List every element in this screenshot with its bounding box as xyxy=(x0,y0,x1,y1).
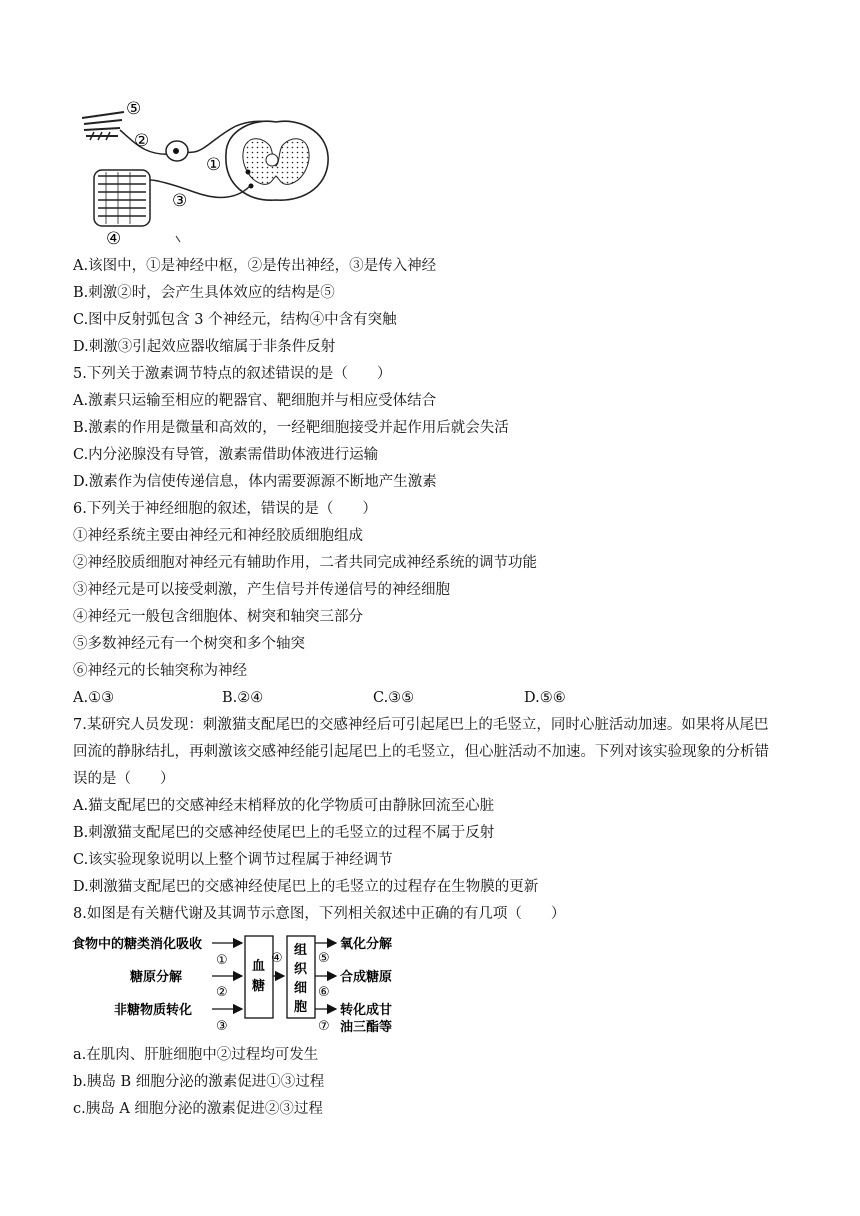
q5-option-c: C.内分泌腺没有导管，激素需借助体液进行运输 xyxy=(73,447,379,463)
q7-option-c: C.该实验现象说明以上整个调节过程属于神经调节 xyxy=(73,852,393,868)
num-5: ⑤ xyxy=(318,951,330,966)
num-3: ③ xyxy=(216,1019,228,1034)
q6-statement-4: ④神经元一般包含细胞体、树突和轴突三部分 xyxy=(73,609,363,625)
q6-stem: 6.下列关于神经细胞的叙述，错误的是（ ） xyxy=(73,501,377,517)
q6-statement-2: ②神经胶质细胞对神经元有辅助作用，二者共同完成神经系统的调节功能 xyxy=(73,555,537,571)
q7-stem-line-2: 回流的静脉结扎，再刺激该交感神经能引起尾巴上的毛竖立，但心脏活动不加速。下列对该实验现象的分析错 xyxy=(73,744,769,760)
q6-statement-3: ③神经元是可以接受刺激，产生信号并传递信号的神经细胞 xyxy=(73,582,450,598)
q7-option-b: B.刺激猫支配尾巴的交感神经使尾巴上的毛竖立的过程不属于反射 xyxy=(73,825,495,841)
num-4: ④ xyxy=(271,951,283,966)
q8-statement-c: c.胰岛 A 细胞分泌的激素促进②③过程 xyxy=(73,1101,323,1117)
sugar-metabolism-diagram xyxy=(70,932,410,1036)
q4-option-d: D.刺激③引起效应器收缩属于非条件反射 xyxy=(73,339,336,355)
num-1: ① xyxy=(216,953,228,968)
label-1: ① xyxy=(206,155,222,175)
source-nonsugar: 非糖物质转化 xyxy=(114,1003,193,1018)
source-digestion: 食物中的糖类消化吸收 xyxy=(72,937,203,952)
q5-option-d: D.激素作为信使传递信息，体内需要源源不断地产生激素 xyxy=(73,474,437,490)
q4-option-b: B.刺激②时，会产生具体效应的结构是⑤ xyxy=(73,285,335,301)
q4-option-a: A.该图中，①是神经中枢，②是传出神经，③是传入神经 xyxy=(73,258,437,274)
output-convert-2: 油三酯等 xyxy=(340,1020,393,1035)
blood-sugar-char-1: 血 xyxy=(252,959,266,974)
label-5: ⑤ xyxy=(126,99,142,119)
q7-option-a: A.猫支配尾巴的交感神经末梢释放的化学物质可由静脉回流至心脏 xyxy=(73,798,495,814)
reflex-arc-figure xyxy=(76,96,336,248)
tissue-char-1: 组 xyxy=(294,943,308,958)
tissue-char-3: 细 xyxy=(294,981,308,996)
output-glycogen: 合成糖原 xyxy=(340,970,393,985)
q6-option-b: B.②④ xyxy=(222,690,264,706)
label-3: ③ xyxy=(172,191,188,211)
q6-option-c: C.③⑤ xyxy=(373,690,415,706)
q5-stem: 5.下列关于激素调节特点的叙述错误的是（ ） xyxy=(73,366,392,382)
q6-statement-6: ⑥神经元的长轴突称为神经 xyxy=(73,663,247,679)
label-4: ④ xyxy=(106,229,122,248)
num-2: ② xyxy=(216,985,228,1000)
q8-stem: 8.如图是有关糖代谢及其调节示意图，下列相关叙述中正确的有几项（ ） xyxy=(73,906,566,922)
tissue-char-2: 织 xyxy=(294,962,308,977)
q6-option-d: D.⑤⑥ xyxy=(524,690,566,706)
q5-option-b: B.激素的作用是微量和高效的，一经靶细胞接受并起作用后就会失活 xyxy=(73,420,509,436)
q8-statement-b: b.胰岛 B 细胞分泌的激素促进①③过程 xyxy=(73,1074,325,1090)
blood-sugar-box xyxy=(245,936,273,1018)
q7-option-d: D.刺激猫支配尾巴的交感神经使尾巴上的毛竖立的过程存在生物膜的更新 xyxy=(73,879,539,895)
receptor-skin xyxy=(82,112,124,140)
q5-option-a: A.激素只运输至相应的靶器官、靶细胞并与相应受体结合 xyxy=(73,393,437,409)
output-convert-1: 转化成甘 xyxy=(340,1003,393,1018)
blood-sugar-char-2: 糖 xyxy=(252,979,266,994)
q8-statement-a: a.在肌肉、肝脏细胞中②过程均可发生 xyxy=(73,1047,319,1063)
num-7: ⑦ xyxy=(318,1019,330,1034)
q7-stem-line-1: 7.某研究人员发现：刺激猫支配尾巴的交感神经后可引起尾巴上的毛竖立，同时心脏活动加速。如果将从尾巴 xyxy=(73,717,769,733)
effector-muscle xyxy=(94,170,150,226)
label-2: ② xyxy=(134,131,150,151)
q6-statement-5: ⑤多数神经元有一个树突和多个轴突 xyxy=(73,636,305,652)
q6-statement-1: ①神经系统主要由神经元和神经胶质细胞组成 xyxy=(73,528,363,544)
num-6: ⑥ xyxy=(318,985,330,1000)
q7-stem-line-3: 误的是（ ） xyxy=(73,771,175,787)
output-oxidation: 氧化分解 xyxy=(340,937,393,952)
source-glycogen: 糖原分解 xyxy=(130,970,183,985)
q4-option-c: C.图中反射弧包含 3 个神经元，结构④中含有突触 xyxy=(73,312,397,328)
tissue-char-4: 胞 xyxy=(294,1000,308,1015)
q6-option-a: A.①③ xyxy=(73,690,115,706)
